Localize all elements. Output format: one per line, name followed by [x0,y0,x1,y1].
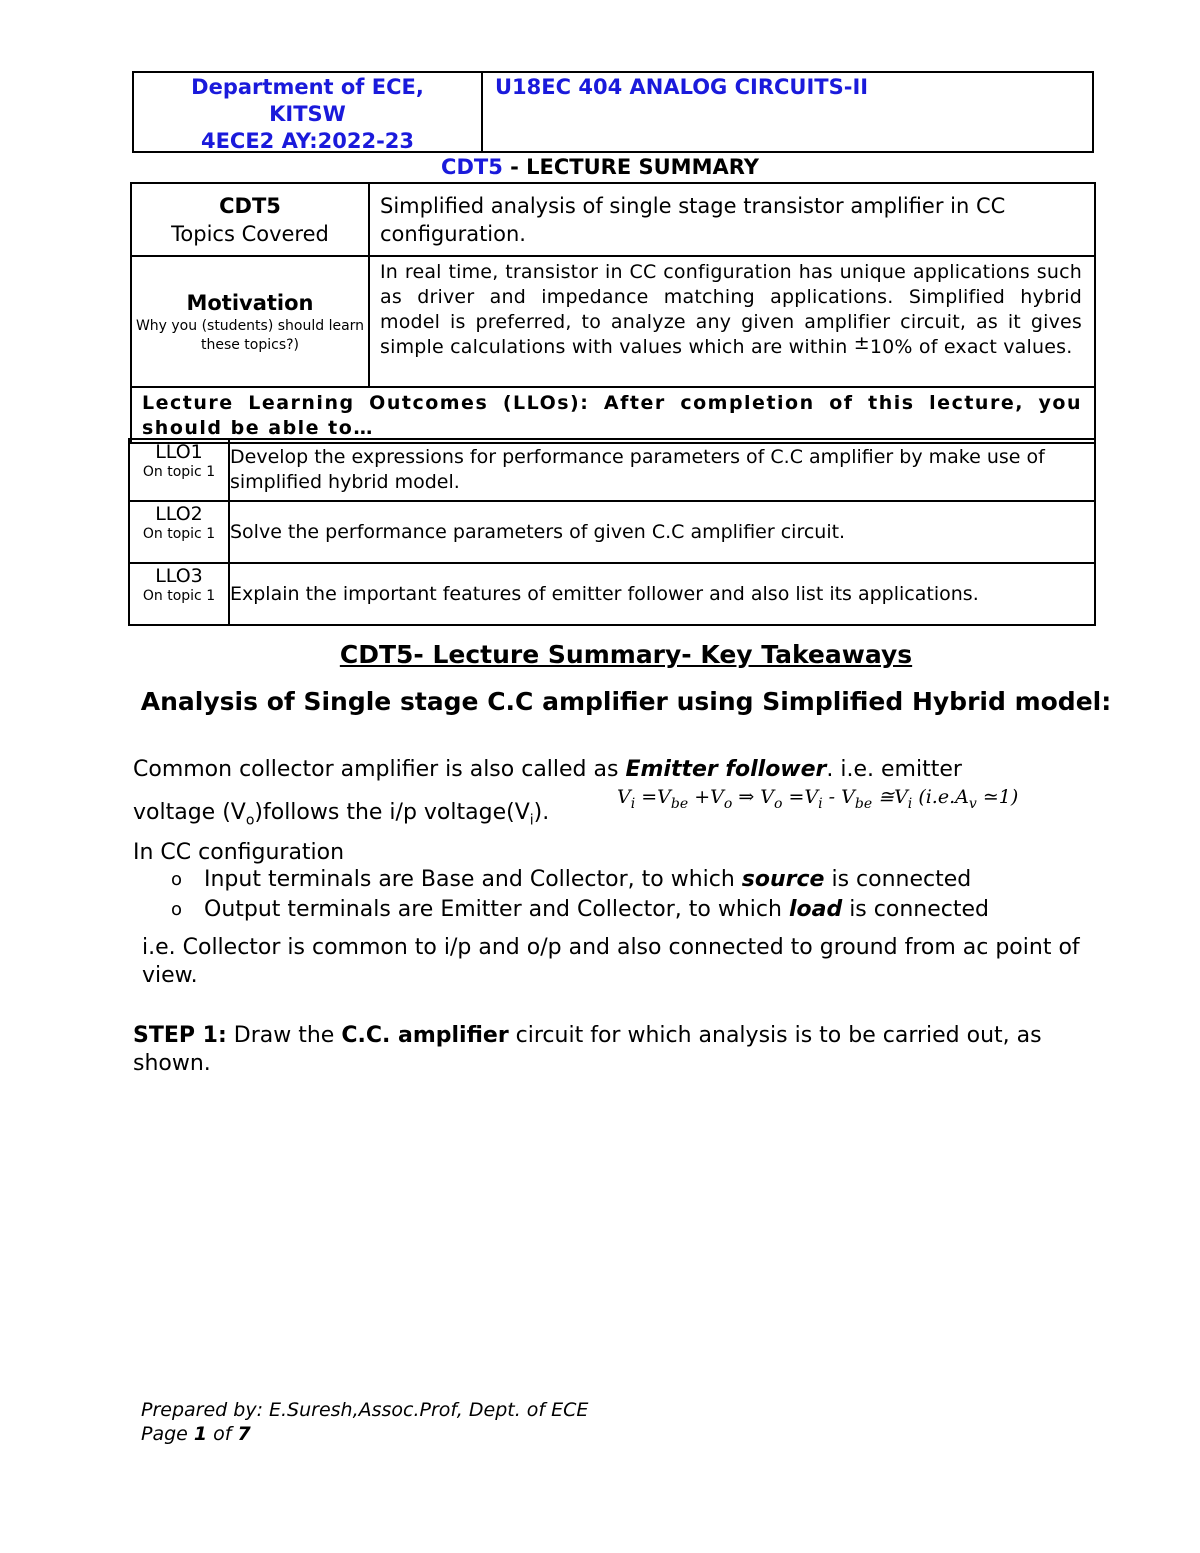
eq-part: =V [635,786,671,808]
cc-config-heading: In CC configuration [133,840,345,865]
voltage-equation [617,786,1018,812]
llo-id-cell [129,501,229,563]
topics-label-cell [131,183,369,256]
motivation-label: Motivation [186,291,314,315]
eq-sub: be [854,795,873,812]
para2-mid: )follows the i/p voltage(V [254,800,530,825]
source-term: source [741,867,825,892]
eq-sub: i [907,795,913,812]
analysis-title: Analysis of Single stage C.C amplifier using Simplified Hybrid model: [140,687,1112,716]
bullet-marker: o [171,869,183,890]
llo-id: LLO2 [155,503,203,525]
motivation-row [131,256,1095,387]
para1-tail: . i.e. emitter [826,757,962,782]
llo-id: LLO3 [155,565,203,587]
llo-topic: On topic 1 [142,464,216,480]
eq-sub: v [968,795,977,812]
eq-part: ≃1) [976,786,1019,808]
page-of: of [207,1423,238,1445]
llo-topic: On topic 1 [142,526,216,542]
eq-sub: i [818,795,823,812]
load-term: load [788,897,843,922]
motivation-text-after: 10% of exact values. [869,336,1073,358]
page-number [141,1422,588,1446]
bullet-text: Output terminals are Emitter and Collector, to which [204,897,789,922]
eq-part: - V [822,786,855,808]
summary-table [130,182,1096,444]
summary-rest: - LECTURE SUMMARY [502,155,759,179]
llo-heading: Lecture Learning Outcomes (LLOs): After completion of this lecture, you should be able to… [142,392,1082,439]
llo-row [129,563,1095,625]
motivation-text-before: In real time, transistor in CC configuration has unique applications such as driver and impedance matching applications. Simplified hybrid model is preferred, to analyze any given amplifier circuit, as it gives simple calculations with values which are within [380,261,1082,358]
llo-table [128,438,1096,626]
llo-row [129,439,1095,501]
lecture-summary-title [0,155,1200,179]
institute-line: KITSW [269,102,346,126]
llo-text: Solve the performance parameters of given C.C amplifier circuit. [229,501,1095,563]
llo-text: Explain the important features of emitter follower and also list its applications. [229,563,1095,625]
eq-sub: o [723,795,733,812]
llo-text: Develop the expressions for performance parameters of C.C amplifier by make use of simplified hybrid model. [229,439,1095,501]
bullet-tail: is connected [824,867,972,892]
motivation-text-cell [369,256,1095,387]
topics-text-cell [369,183,1095,256]
step-1 [133,1022,1118,1078]
bullet-output-terminals [171,896,989,924]
llo-id: LLO1 [155,441,203,463]
llo-topic: On topic 1 [142,588,216,604]
page-footer [141,1398,588,1446]
eq-part: (i.e.A [912,786,969,808]
sub-o: o [245,812,255,829]
step-tail: circuit for which analysis is to be carried out, as shown. [133,1023,1042,1076]
llo-id-cell [129,439,229,501]
step-text: Draw the [226,1023,342,1048]
page-total: 7 [237,1423,251,1445]
page-label: Page [141,1423,194,1445]
paragraph-collector-common: i.e. Collector is common to i/p and o/p and also connected to ground from ac point of view. [142,935,1080,988]
header-table [132,71,1094,153]
motivation-text [370,257,1094,362]
eq-part: +V [688,786,724,808]
plus-minus-sign: ± [853,332,870,354]
eq-part: ≅V [872,786,908,808]
topics-code: CDT5 [219,194,281,218]
para2-text: voltage (V [133,800,246,825]
topics-label: Topics Covered [171,222,329,246]
eq-sub: o [774,795,783,812]
sub-i: i [529,812,534,829]
cc-amplifier-term: C.C. amplifier [341,1023,509,1048]
topics-row [131,183,1095,256]
eq-sub: i [630,795,636,812]
llo-heading-row [131,387,1095,443]
eq-part: ⇒ V [732,786,775,808]
eq-part: =V [782,786,819,808]
page-current: 1 [193,1423,208,1445]
bullet-text: Input terminals are Base and Collector, to which [204,867,742,892]
key-takeaways-title: CDT5- Lecture Summary- Key Takeaways [339,640,913,669]
topics-text: Simplified analysis of single stage transistor amplifier in CC configuration. [380,194,1006,246]
para2-tail: ). [533,800,550,825]
llo-id-cell [129,563,229,625]
class-year-line: 4ECE2 AY:2022-23 [200,129,415,153]
motivation-sub: Why you (students) should learn these topics?) [135,318,365,353]
step-label: STEP 1: [133,1023,227,1048]
department-cell [134,73,483,151]
department-line: Department of ECE, [191,75,424,99]
emitter-follower-term: Emitter follower [625,757,827,782]
bullet-input-terminals [171,866,972,894]
llo-heading-cell [131,387,1095,443]
paragraph-voltage [133,799,549,834]
motivation-label-cell [131,256,369,387]
llo-row [129,501,1095,563]
bullet-tail: is connected [842,897,989,922]
paragraph-emitter-follower [133,756,962,784]
para1-text: Common collector amplifier is also called as [133,757,626,782]
eq-part: V [617,786,631,808]
summary-code: CDT5 [441,155,503,179]
prepared-by: Prepared by: E.Suresh,Assoc.Prof, Dept. of ECE [141,1399,589,1421]
bullet-marker: o [171,899,183,920]
course-cell [483,73,1092,151]
eq-sub: be [670,795,689,812]
course-title: U18EC 404 ANALOG CIRCUITS-II [495,75,869,99]
